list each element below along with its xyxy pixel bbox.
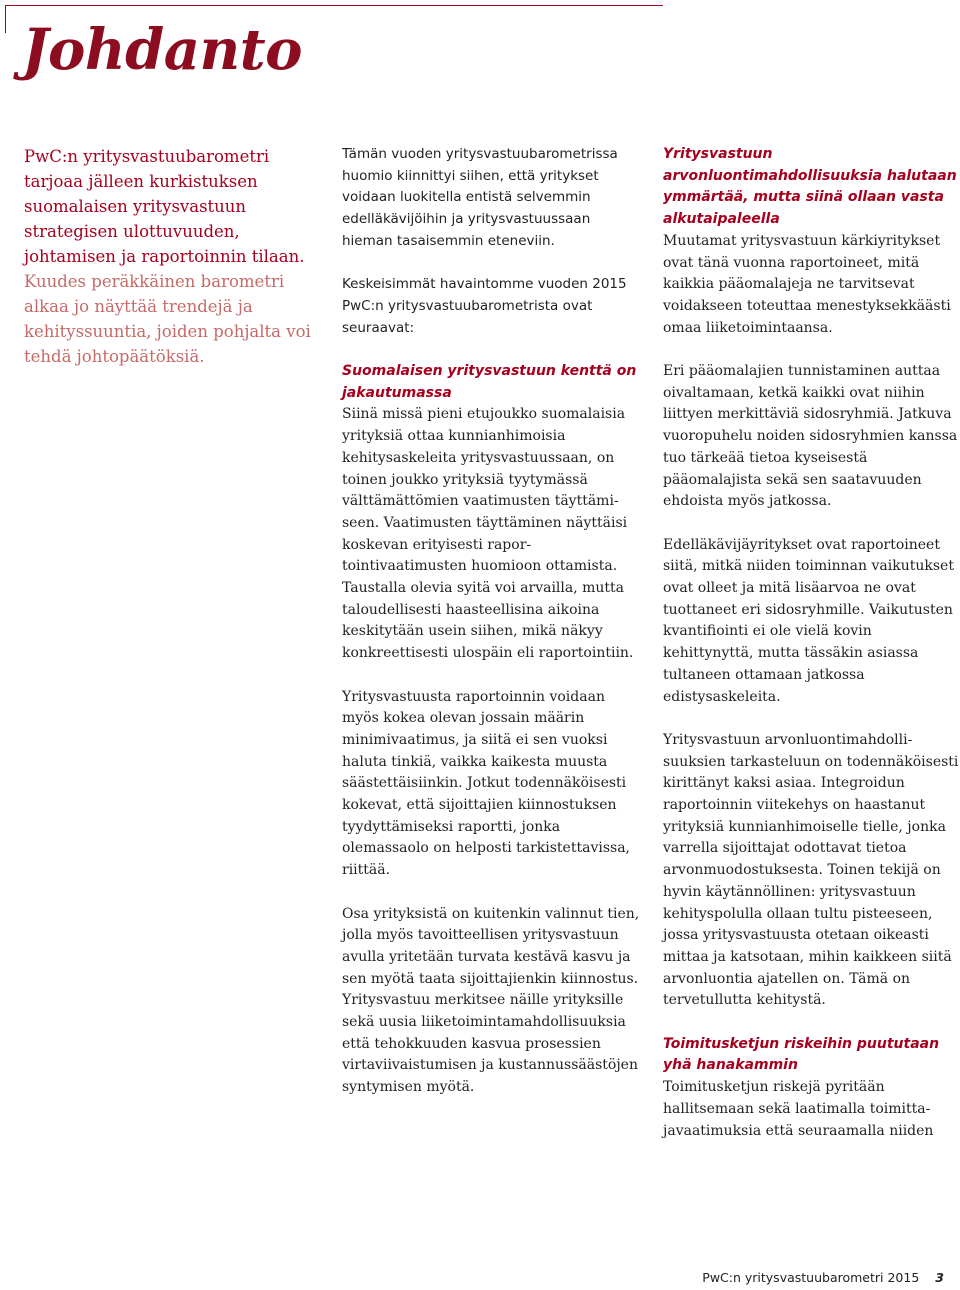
section-heading-divided-field: Suomalaisen yritysvastuun kenttä on jakautumassa	[342, 363, 637, 401]
body-paragraph: Yritysvastuusta raportoinnin voidaan myös kokea olevan jossain määrin minimivaatimus, ja siitä ei sen vuoksi haluta tinkiä, vaikka kaikesta muusta säästettäisiinkin. Jotkut todennäköisesti kokevat, että sijoittajien kiinnostuksen tyydyttämiseksi raportti, jonka olemassaolo on helposti tarkistettavissa, riittää.	[342, 688, 630, 879]
section-heading-supply-chain: Toimitusketjun riskeihin puututaan yhä hanakammin	[663, 1035, 940, 1074]
page-number: 3	[935, 1270, 944, 1285]
body-paragraph: Edelläkävijäyritykset ovat raportoineet siitä, mitkä niiden toiminnan vaikutukset ovat olleet ja mitä lisäarvoa ne ovat tuottaneet eri sidosryhmille. Vaikutusten kvantifiointi ei ole vielä kovin kehittynyttä, mutta tässäkin asiassa tultaneen ottamaan jatkossa edistysaskeleita.	[663, 536, 954, 705]
footer-label: PwC:n yritysvastuubarometri 2015	[702, 1270, 920, 1285]
body-paragraph: Osa yrityksistä on kuitenkin valinnut tien, jolla myös tavoitteellisen yritysvastuun avulla yritetään turvata kestävä kasvu ja sen myötä taata sijoittajienkin kiinnostus. Yritysvastuu merkitsee näille yrityksille sekä uusia liiketoimintamahdollisuuksia että tehokkuuden kasvua prosessien virtaviivaistumisen ja kustannussäästöjen syntymisen myötä.	[342, 905, 640, 1096]
page-footer	[702, 1270, 944, 1285]
lead-paragraph	[24, 144, 314, 369]
body-paragraph: Siinä missä pieni etujoukko suomalaisia yrityksiä ottaa kunnianhimoisia kehitysaskeleita yritysvastuussaan, on toinen joukko yrityksiä tyytymässä välttämättömien vaatimusten täyttämiseen. Vaatimusten täyttäminen näyttäisi koskevan erityisesti raportointivaatimusten huomioon ottamista. Taustalla olevia syitä voi arvailla, mutta taloudellisesti haasteellisina aikoina keskitytään usein siihen, mikä näkyy konkreettisesti ulospäin eli raportointiin.	[342, 406, 634, 662]
section-heading-value-creation: Yritysvastuun arvonluontimahdollisuuksia halutaan ymmärtää, mutta siinä ollaan vasta alkutaipaleella	[663, 146, 957, 228]
middle-column	[342, 144, 642, 1121]
body-paragraph: Muutamat yritysvastuun kärkiyritykset ovat tänä vuonna raportoineet, mitä kaikkia pääomalajeja ne tarvitsevat voidakseen toteuttaa menestyksekkäästi omaa liiketoimintaansa.	[663, 232, 951, 336]
body-paragraph: Yritysvastuun arvonluontimahdollisuuksien tarkasteluun on todennäköisesti kirittänyt kaksi asiaa. Integroidun raportoinnin viitekehys on haastanut yrityksiä kunnianhimoiselle tielle, jonka varrella sijoittajat odottavat tietoa arvonmuodostuksesta. Toinen tekijä on hyvin käytännöllinen: yritysvastuun kehityspolulla ollaan tultu pisteeseen, jossa yritysvastuusta otetaan oikeasti mittaa ja katsotaan, mihin kaikkeen siitä arvonluontia ajatellen on. Tämä on tervetullutta kehitystä.	[663, 731, 959, 1009]
intro-paragraph: Tämän vuoden yritysvastuubarometrissa huomio kiinnittyi siihen, että yritykset voidaan luokitella entistä selvemmin edelläkävijöihin ja yritysvastuussaan hieman tasaisemmin eteneviin.	[342, 146, 618, 249]
corner-rule-horizontal	[5, 5, 663, 6]
corner-rule-vertical	[5, 5, 6, 33]
body-paragraph: Toimitusketjun riskejä pyritään hallitsemaan sekä laatimalla toimittajavaatimuksia että seuraamalla niiden	[663, 1079, 934, 1139]
lead-part-1: PwC:n yritysvastuubarometri tarjoaa jälleen kurkistuksen suomalaisen yritysvastuun strategisen ulottuvuuden, johtamisen ja raportoinnin tilaan.	[24, 147, 305, 266]
page-title: Johdanto	[22, 17, 302, 83]
right-column	[663, 144, 960, 1164]
body-paragraph: Eri pääomalajien tunnistaminen auttaa oivaltamaan, ketkä kaikki ovat niihin liittyen merkittäviä sidosryhmiä. Jatkuva vuoropuhelu noiden sidosryhmien kanssa tuo tärkeää tietoa kyseisestä pääomalajista sekä sen saatavuuden ehdoista myös jatkossa.	[663, 363, 958, 510]
lead-part-2: Kuudes peräkkäinen barometri alkaa jo näyttää trendejä ja kehityssuuntia, joiden pohjalta voi tehdä johtopäätöksiä.	[24, 272, 311, 366]
findings-intro-paragraph: Keskeisimmät havaintomme vuoden 2015 PwC:n yritysvastuubarometrista ovat seuraavat:	[342, 276, 627, 336]
